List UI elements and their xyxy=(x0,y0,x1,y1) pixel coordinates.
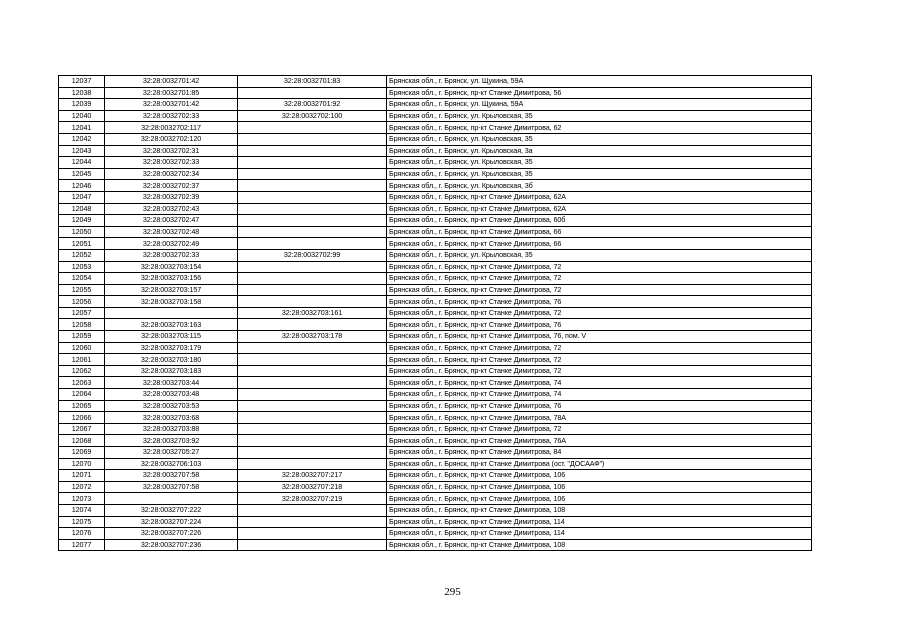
related-cadastral-number-cell xyxy=(238,122,387,134)
related-cadastral-number-cell xyxy=(238,504,387,516)
table-row xyxy=(59,203,812,215)
row-number-cell: 12060 xyxy=(59,342,105,354)
table-row xyxy=(59,157,812,169)
related-cadastral-number-cell xyxy=(238,458,387,470)
cadastral-number-cell: 32:28:0032705:27 xyxy=(105,447,238,459)
table-row xyxy=(59,458,812,470)
row-number-cell: 12072 xyxy=(59,481,105,493)
row-number-cell: 12038 xyxy=(59,87,105,99)
address-cell: Брянская обл., г. Брянск, ул. Крыловская, 35 xyxy=(387,157,812,169)
cadastral-number-cell: 32:28:0032707:236 xyxy=(105,539,238,551)
related-cadastral-number-cell xyxy=(238,261,387,273)
cadastral-number-cell: 32:28:0032707:222 xyxy=(105,504,238,516)
address-cell: Брянская обл., г. Брянск, ул. Крыловская, 35 xyxy=(387,249,812,261)
row-number-cell: 12061 xyxy=(59,354,105,366)
row-number-cell: 12055 xyxy=(59,284,105,296)
address-cell: Брянская обл., г. Брянск, ул. Крыловская, 35 xyxy=(387,168,812,180)
address-cell: Брянская обл., г. Брянск, пр-кт Станке Димитрова, 62А xyxy=(387,203,812,215)
row-number-cell: 12067 xyxy=(59,423,105,435)
address-cell: Брянская обл., г. Брянск, пр-кт Станке Димитрова, 72 xyxy=(387,284,812,296)
table-row xyxy=(59,122,812,134)
address-cell: Брянская обл., г. Брянск, пр-кт Станке Димитрова, 62А xyxy=(387,191,812,203)
related-cadastral-number-cell xyxy=(238,400,387,412)
cadastral-number-cell: 32:28:0032702:47 xyxy=(105,215,238,227)
related-cadastral-number-cell xyxy=(238,528,387,540)
row-number-cell: 12069 xyxy=(59,447,105,459)
address-cell: Брянская обл., г. Брянск, пр-кт Станке Димитрова, 72 xyxy=(387,354,812,366)
row-number-cell: 12043 xyxy=(59,145,105,157)
cadastral-number-cell: 32:28:0032702:49 xyxy=(105,238,238,250)
row-number-cell: 12064 xyxy=(59,389,105,401)
address-cell: Брянская обл., г. Брянск, пр-кт Станке Димитрова, 66 xyxy=(387,238,812,250)
table-row xyxy=(59,145,812,157)
related-cadastral-number-cell: 32:28:0032701:92 xyxy=(238,99,387,111)
row-number-cell: 12046 xyxy=(59,180,105,192)
related-cadastral-number-cell xyxy=(238,180,387,192)
row-number-cell: 12042 xyxy=(59,133,105,145)
related-cadastral-number-cell xyxy=(238,226,387,238)
registry-table xyxy=(58,75,812,551)
related-cadastral-number-cell xyxy=(238,203,387,215)
cadastral-number-cell: 32:28:0032701:42 xyxy=(105,76,238,88)
table-row xyxy=(59,528,812,540)
address-cell: Брянская обл., г. Брянск, пр-кт Станке Димитрова, 108 xyxy=(387,539,812,551)
row-number-cell: 12049 xyxy=(59,215,105,227)
cadastral-number-cell: 32:28:0032707:58 xyxy=(105,481,238,493)
cadastral-number-cell: 32:28:0032703:183 xyxy=(105,365,238,377)
table-row xyxy=(59,481,812,493)
cadastral-number-cell: 32:28:0032703:158 xyxy=(105,296,238,308)
cadastral-number-cell: 32:28:0032707:224 xyxy=(105,516,238,528)
row-number-cell: 12044 xyxy=(59,157,105,169)
row-number-cell: 12065 xyxy=(59,400,105,412)
table-row xyxy=(59,400,812,412)
cadastral-number-cell: 32:28:0032703:154 xyxy=(105,261,238,273)
related-cadastral-number-cell xyxy=(238,516,387,528)
row-number-cell: 12059 xyxy=(59,331,105,343)
related-cadastral-number-cell xyxy=(238,365,387,377)
address-cell: Брянская обл., г. Брянск, пр-кт Станке Димитрова, 114 xyxy=(387,528,812,540)
related-cadastral-number-cell: 32:28:0032702:100 xyxy=(238,110,387,122)
row-number-cell: 12077 xyxy=(59,539,105,551)
related-cadastral-number-cell: 32:28:0032703:161 xyxy=(238,307,387,319)
cadastral-number-cell: 32:28:0032702:48 xyxy=(105,226,238,238)
row-number-cell: 12063 xyxy=(59,377,105,389)
table-row xyxy=(59,261,812,273)
row-number-cell: 12048 xyxy=(59,203,105,215)
related-cadastral-number-cell xyxy=(238,191,387,203)
row-number-cell: 12062 xyxy=(59,365,105,377)
address-cell: Брянская обл., г. Брянск, пр-кт Станке Димитрова, 72 xyxy=(387,365,812,377)
address-cell: Брянская обл., г. Брянск, пр-кт Станке Димитрова, 62 xyxy=(387,122,812,134)
table-row xyxy=(59,215,812,227)
address-cell: Брянская обл., г. Брянск, пр-кт Станке Димитрова, 114 xyxy=(387,516,812,528)
cadastral-number-cell: 32:28:0032702:33 xyxy=(105,110,238,122)
address-cell: Брянская обл., г. Брянск, пр-кт Станке Димитрова, 72 xyxy=(387,261,812,273)
address-cell: Брянская обл., г. Брянск, ул. Крыловская, 3б xyxy=(387,180,812,192)
address-cell: Брянская обл., г. Брянск, ул. Крыловская, 35 xyxy=(387,133,812,145)
table-row xyxy=(59,110,812,122)
related-cadastral-number-cell xyxy=(238,145,387,157)
table-row xyxy=(59,273,812,285)
address-cell: Брянская обл., г. Брянск, пр-кт Станке Димитрова, 78А xyxy=(387,412,812,424)
address-cell: Брянская обл., г. Брянск, пр-кт Станке Димитрова, 74 xyxy=(387,389,812,401)
related-cadastral-number-cell xyxy=(238,319,387,331)
cadastral-number-cell: 32:28:0032707:58 xyxy=(105,470,238,482)
row-number-cell: 12040 xyxy=(59,110,105,122)
address-cell: Брянская обл., г. Брянск, ул. Щукина, 59А xyxy=(387,99,812,111)
cadastral-number-cell: 32:28:0032706:103 xyxy=(105,458,238,470)
cadastral-number-cell: 32:28:0032702:120 xyxy=(105,133,238,145)
address-cell: Брянская обл., г. Брянск, пр-кт Станке Димитрова, 60б xyxy=(387,215,812,227)
cadastral-number-cell: 32:28:0032703:44 xyxy=(105,377,238,389)
table-row xyxy=(59,470,812,482)
related-cadastral-number-cell xyxy=(238,284,387,296)
row-number-cell: 12041 xyxy=(59,122,105,134)
address-cell: Брянская обл., г. Брянск, пр-кт Станке Димитрова, 72 xyxy=(387,307,812,319)
related-cadastral-number-cell xyxy=(238,157,387,169)
table-row xyxy=(59,238,812,250)
related-cadastral-number-cell xyxy=(238,435,387,447)
table-row xyxy=(59,447,812,459)
address-cell: Брянская обл., г. Брянск, пр-кт Станке Димитрова (ост. "ДОСААФ") xyxy=(387,458,812,470)
cadastral-number-cell: 32:28:0032702:37 xyxy=(105,180,238,192)
related-cadastral-number-cell: 32:28:0032707:218 xyxy=(238,481,387,493)
address-cell: Брянская обл., г. Брянск, пр-кт Станке Димитрова, 76, пом. V xyxy=(387,331,812,343)
row-number-cell: 12074 xyxy=(59,504,105,516)
related-cadastral-number-cell xyxy=(238,412,387,424)
related-cadastral-number-cell xyxy=(238,354,387,366)
address-cell: Брянская обл., г. Брянск, пр-кт Станке Димитрова, 72 xyxy=(387,273,812,285)
address-cell: Брянская обл., г. Брянск, пр-кт Станке Димитрова, 66 xyxy=(387,226,812,238)
registry-table-body xyxy=(59,76,812,551)
related-cadastral-number-cell xyxy=(238,423,387,435)
related-cadastral-number-cell: 32:28:0032707:217 xyxy=(238,470,387,482)
row-number-cell: 12050 xyxy=(59,226,105,238)
row-number-cell: 12052 xyxy=(59,249,105,261)
address-cell: Брянская обл., г. Брянск, пр-кт Станке Димитрова, 56 xyxy=(387,87,812,99)
table-row xyxy=(59,180,812,192)
cadastral-number-cell: 32:28:0032703:92 xyxy=(105,435,238,447)
row-number-cell: 12075 xyxy=(59,516,105,528)
cadastral-number-cell: 32:28:0032702:34 xyxy=(105,168,238,180)
row-number-cell: 12037 xyxy=(59,76,105,88)
related-cadastral-number-cell: 32:28:0032702:99 xyxy=(238,249,387,261)
row-number-cell: 12047 xyxy=(59,191,105,203)
cadastral-number-cell: 32:28:0032703:115 xyxy=(105,331,238,343)
table-row xyxy=(59,168,812,180)
table-row xyxy=(59,504,812,516)
address-cell: Брянская обл., г. Брянск, пр-кт Станке Димитрова, 106 xyxy=(387,493,812,505)
related-cadastral-number-cell xyxy=(238,296,387,308)
related-cadastral-number-cell xyxy=(238,377,387,389)
related-cadastral-number-cell xyxy=(238,238,387,250)
address-cell: Брянская обл., г. Брянск, пр-кт Станке Димитрова, 106 xyxy=(387,481,812,493)
row-number-cell: 12039 xyxy=(59,99,105,111)
cadastral-number-cell: 32:28:0032702:43 xyxy=(105,203,238,215)
related-cadastral-number-cell xyxy=(238,215,387,227)
related-cadastral-number-cell: 32:28:0032701:83 xyxy=(238,76,387,88)
table-row xyxy=(59,307,812,319)
row-number-cell: 12057 xyxy=(59,307,105,319)
table-row xyxy=(59,331,812,343)
table-row xyxy=(59,226,812,238)
table-row xyxy=(59,342,812,354)
cadastral-number-cell: 32:28:0032703:68 xyxy=(105,412,238,424)
row-number-cell: 12051 xyxy=(59,238,105,250)
table-row xyxy=(59,133,812,145)
cadastral-number-cell: 32:28:0032703:48 xyxy=(105,389,238,401)
cadastral-number-cell: 32:28:0032701:85 xyxy=(105,87,238,99)
cadastral-number-cell: 32:28:0032702:39 xyxy=(105,191,238,203)
cadastral-number-cell: 32:28:0032703:156 xyxy=(105,273,238,285)
table-row xyxy=(59,539,812,551)
address-cell: Брянская обл., г. Брянск, ул. Щукина, 59А xyxy=(387,76,812,88)
related-cadastral-number-cell xyxy=(238,539,387,551)
related-cadastral-number-cell xyxy=(238,168,387,180)
table-row xyxy=(59,99,812,111)
table-row xyxy=(59,191,812,203)
cadastral-number-cell: 32:28:0032702:33 xyxy=(105,157,238,169)
page-number: 295 xyxy=(444,586,461,598)
table-row xyxy=(59,76,812,88)
table-row xyxy=(59,87,812,99)
address-cell: Брянская обл., г. Брянск, ул. Крыловская, 35 xyxy=(387,110,812,122)
row-number-cell: 12054 xyxy=(59,273,105,285)
row-number-cell: 12073 xyxy=(59,493,105,505)
cadastral-number-cell: 32:28:0032703:88 xyxy=(105,423,238,435)
cadastral-number-cell: 32:28:0032703:157 xyxy=(105,284,238,296)
table-row xyxy=(59,354,812,366)
table-row xyxy=(59,319,812,331)
address-cell: Брянская обл., г. Брянск, пр-кт Станке Димитрова, 74 xyxy=(387,377,812,389)
address-cell: Брянская обл., г. Брянск, пр-кт Станке Димитрова, 72 xyxy=(387,342,812,354)
table-row xyxy=(59,435,812,447)
row-number-cell: 12066 xyxy=(59,412,105,424)
cadastral-number-cell: 32:28:0032703:53 xyxy=(105,400,238,412)
cadastral-number-cell: 32:28:0032702:33 xyxy=(105,249,238,261)
row-number-cell: 12076 xyxy=(59,528,105,540)
table-row xyxy=(59,516,812,528)
related-cadastral-number-cell xyxy=(238,87,387,99)
table-row xyxy=(59,284,812,296)
row-number-cell: 12070 xyxy=(59,458,105,470)
cadastral-number-cell: 32:28:0032707:226 xyxy=(105,528,238,540)
related-cadastral-number-cell xyxy=(238,447,387,459)
related-cadastral-number-cell xyxy=(238,273,387,285)
address-cell: Брянская обл., г. Брянск, пр-кт Станке Димитрова, 76 xyxy=(387,296,812,308)
address-cell: Брянская обл., г. Брянск, пр-кт Станке Димитрова, 76 xyxy=(387,319,812,331)
cadastral-number-cell: 32:28:0032702:31 xyxy=(105,145,238,157)
row-number-cell: 12068 xyxy=(59,435,105,447)
address-cell: Брянская обл., г. Брянск, пр-кт Станке Димитрова, 76А xyxy=(387,435,812,447)
cadastral-number-cell: 32:28:0032703:179 xyxy=(105,342,238,354)
row-number-cell: 12056 xyxy=(59,296,105,308)
related-cadastral-number-cell xyxy=(238,133,387,145)
cadastral-number-cell: 32:28:0032703:163 xyxy=(105,319,238,331)
address-cell: Брянская обл., г. Брянск, пр-кт Станке Димитрова, 106 xyxy=(387,470,812,482)
table-row xyxy=(59,493,812,505)
cadastral-number-cell: 32:28:0032701:42 xyxy=(105,99,238,111)
table-row xyxy=(59,296,812,308)
row-number-cell: 12058 xyxy=(59,319,105,331)
related-cadastral-number-cell: 32:28:0032703:178 xyxy=(238,331,387,343)
address-cell: Брянская обл., г. Брянск, ул. Крыловская, 3а xyxy=(387,145,812,157)
table-row xyxy=(59,377,812,389)
address-cell: Брянская обл., г. Брянск, пр-кт Станке Димитрова, 76 xyxy=(387,400,812,412)
address-cell: Брянская обл., г. Брянск, пр-кт Станке Димитрова, 72 xyxy=(387,423,812,435)
table-row xyxy=(59,412,812,424)
row-number-cell: 12071 xyxy=(59,470,105,482)
related-cadastral-number-cell xyxy=(238,389,387,401)
table-row xyxy=(59,423,812,435)
table-row xyxy=(59,389,812,401)
row-number-cell: 12053 xyxy=(59,261,105,273)
cadastral-number-cell: 32:28:0032702:117 xyxy=(105,122,238,134)
table-row xyxy=(59,365,812,377)
cadastral-number-cell: 32:28:0032703:180 xyxy=(105,354,238,366)
address-cell: Брянская обл., г. Брянск, пр-кт Станке Димитрова, 84 xyxy=(387,447,812,459)
related-cadastral-number-cell: 32:28:0032707:219 xyxy=(238,493,387,505)
cadastral-number-cell xyxy=(105,307,238,319)
related-cadastral-number-cell xyxy=(238,342,387,354)
row-number-cell: 12045 xyxy=(59,168,105,180)
address-cell: Брянская обл., г. Брянск, пр-кт Станке Димитрова, 108 xyxy=(387,504,812,516)
table-row xyxy=(59,249,812,261)
cadastral-number-cell xyxy=(105,493,238,505)
